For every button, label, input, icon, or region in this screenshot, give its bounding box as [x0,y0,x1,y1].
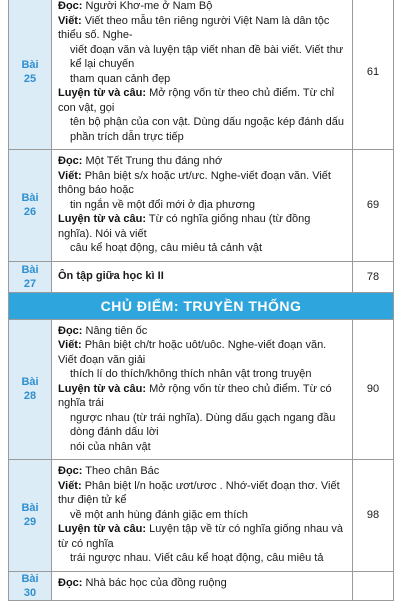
content-line [58,0,346,14]
content-line [58,440,346,455]
lesson-content [52,0,353,149]
lesson-number-text: 25 [23,73,37,85]
content-text: về một anh hùng đánh giặc em thích [70,508,248,521]
content-text: câu kể hoạt động, câu miêu tả cảnh vật [70,242,263,254]
lesson-content [52,320,353,460]
content-text: Theo chân Bác [82,465,160,477]
content-text: Phân biệt ch/tr hoặc uôt/uôc. Nghe-viết đoạn văn. Viết đoạn văn giải [58,339,327,366]
content-label: Luyện từ và câu: [58,213,147,225]
content-line [58,14,346,43]
page-number [353,572,393,600]
lesson-content [52,460,353,571]
lesson-number-text: Bài [21,59,39,71]
content-text: Người Khơ-me ở Nam Bộ [82,0,213,12]
page-number: 69 [366,199,380,212]
lesson-number-text: Bài [21,572,39,585]
content-label: Luyện từ và câu: [58,87,147,99]
content-text: Nhà bác học của đồng ruộng [82,576,227,589]
content-label: Đọc: [58,324,83,337]
content-label: Luyện từ và câu: [58,523,147,535]
content-line [58,411,346,440]
content-line [58,576,346,591]
page-number: 78 [366,270,380,283]
content-text: Luyện tập về từ có nghĩa giống nhau và từ có nghĩa [58,523,343,550]
content-text: Mở rộng vốn từ theo chủ điểm. Từ chỉ con vật, gọi [58,87,335,114]
lesson-row [9,572,393,601]
content-text: nói của nhân vật [70,440,151,453]
content-text: thích lí do thích/không thích nhân vật trong truyện [70,368,312,380]
content-line [58,86,346,115]
page-number: 90 [366,383,380,396]
content-text: Viết theo mẫu tên riêng người Việt Nam là dân tộc thiểu số. Nghe- [58,14,330,41]
lesson-row [9,460,393,572]
content-line [58,169,346,198]
review-row [9,262,393,293]
content-text: ngược nhau (từ trái nghĩa). Dùng dấu gạch ngang đầu dòng đánh dấu lời [70,411,336,438]
content-label: Đọc: [58,576,83,589]
lesson-number-cell [9,262,52,292]
theme-banner: CHỦ ĐIỂM: TRUYỀN THỐNG [9,293,393,320]
content-label: Viết: [58,14,82,27]
lesson-number-text: Bài [21,192,39,205]
content-line [58,241,346,256]
content-line [58,212,346,241]
lesson-number-cell [9,0,52,149]
lesson-number-text: Bài [21,263,39,276]
lesson-row [9,320,393,461]
content-line [58,324,346,339]
content-text: Mở rộng vốn từ theo chủ điểm. Từ có nghĩa trái [58,382,332,409]
lesson-number-text: 29 [23,516,37,529]
content-text: tham quan cảnh đẹp [70,72,171,85]
content-line [58,464,346,479]
toc-table [8,0,394,601]
lesson-content [52,150,353,261]
review-title: Ôn tập giữa học kì II [52,262,353,292]
content-line [58,338,346,367]
content-text: viết đoạn văn và luyện tập viết nhan đề bài viết. Viết thư kể lại chuyến [70,43,344,70]
content-line [58,115,346,144]
content-text: Nâng tiên ốc [82,324,148,337]
content-label: Luyện từ và câu: [58,382,147,395]
content-label: Đọc: [58,465,83,477]
lesson-number-text: 28 [23,390,37,403]
lesson-row [9,150,393,262]
content-text: trái ngược nhau. Viết câu kể hoạt động, câu miêu tả [70,552,324,564]
content-text: Phân biệt l/n hoặc ươt/ươc . Nhớ-viết đoạn thơ. Viết thư điện tử kể [58,479,340,506]
lesson-content [52,572,353,600]
lesson-row [9,0,393,150]
content-line [58,479,346,508]
content-label: Viết: [58,339,82,351]
lesson-number-text: 30 [23,586,37,599]
lesson-number-text: Bài [21,502,39,515]
lesson-number-text: Bài [21,376,39,389]
content-text: tên bộ phận của con vật. Dùng dấu ngoặc kép đánh dấu phần trích dẫn trực tiếp [70,116,344,143]
content-line [58,382,346,411]
content-text: Từ có nghĩa giống nhau (từ đồng nghĩa). Nói và viết [58,213,311,240]
lesson-number-cell [9,572,52,600]
content-line [58,154,346,169]
content-line [58,72,346,87]
page-number: 61 [366,66,380,78]
lesson-number-text: 26 [23,206,37,219]
content-label: Viết: [58,479,82,492]
content-line [58,367,346,382]
content-label: Viết: [58,169,82,182]
content-line [58,551,346,566]
page-number: 98 [366,509,380,522]
content-line [58,43,346,72]
content-text: Một Tết Trung thu đáng nhớ [82,155,223,167]
content-text: tin ngắn về một đổi mới ở địa phương [70,198,255,211]
lesson-number-cell [9,150,52,261]
lesson-number-text: 27 [23,277,37,290]
lesson-number-cell [9,460,52,571]
content-line [58,508,346,523]
content-label: Đọc: [58,155,83,167]
content-text: Phân biệt s/x hoặc ưt/ưc. Nghe-viết đoạn văn. Viết thông báo hoặc [58,169,331,196]
lesson-number-cell [9,320,52,460]
content-line [58,522,346,551]
content-line [58,198,346,213]
content-label: Đọc: [58,0,83,12]
